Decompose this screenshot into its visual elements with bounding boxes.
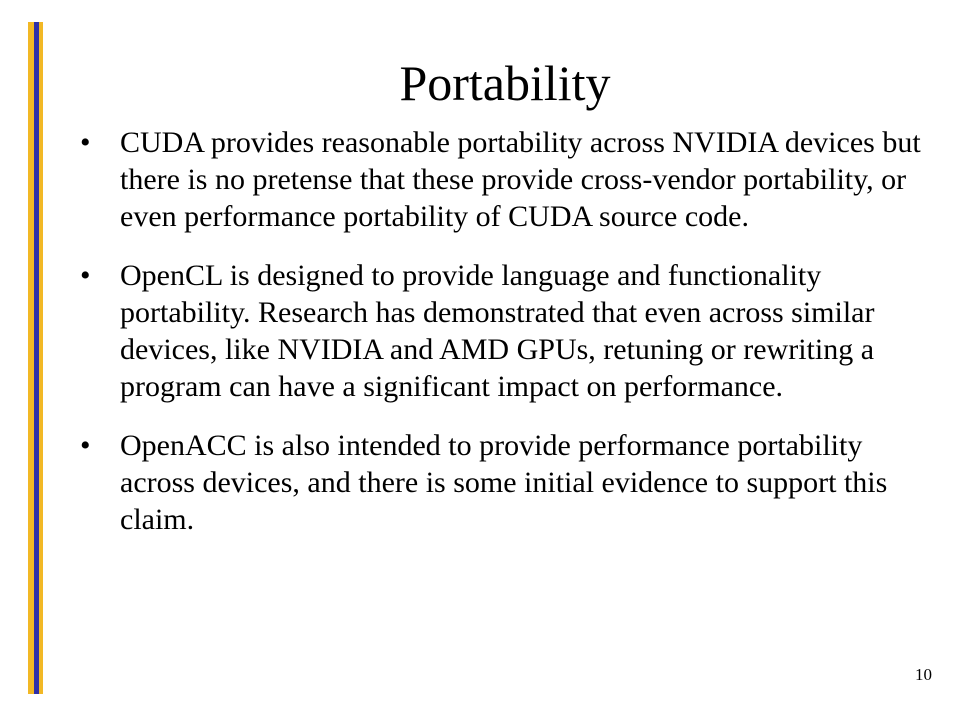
left-gold-stripe-inner <box>39 22 43 694</box>
bullet-dot-icon: • <box>80 126 91 159</box>
bullet-dot-icon: • <box>80 429 91 462</box>
bullet-text: OpenCL is designed to provide language and functionality portability. Research has demonstrated that even across similar devices, like NVIDIA and AMD GPUs, retuning or rewriting a program can have a significant impact on performance. <box>120 259 875 403</box>
bullet-item-opencl <box>80 257 930 405</box>
slide-title: Portability <box>399 55 611 111</box>
bullet-dot-icon: • <box>80 259 91 292</box>
page-number: 10 <box>915 665 932 684</box>
bullet-list <box>80 124 930 560</box>
bullet-item-openacc <box>80 427 930 538</box>
bullet-text: CUDA provides reasonable portability across NVIDIA devices but there is no pretense that these provide cross-vendor portability, or even performance portability of CUDA source code. <box>120 126 921 233</box>
bullet-text: OpenACC is also intended to provide performance portability across devices, and there is some initial evidence to support this claim. <box>120 429 888 536</box>
bullet-item-cuda <box>80 124 930 235</box>
